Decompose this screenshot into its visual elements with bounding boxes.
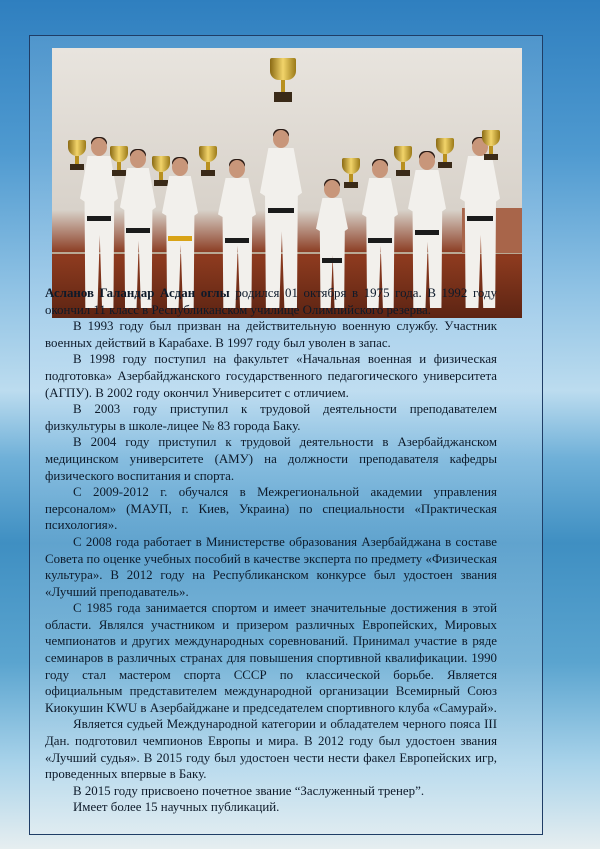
trophy-icon [480, 130, 502, 160]
bio-paragraph: Является судьей Международной категории и обладателем черного пояса III Дан. подготовил чемпионов Европы и мира. В 2012 году был удостоен звания «Лучший судья». В 2015 году был удостоен чести нести факел Европейских игр, проведенных впервые в Баку. [45, 717, 497, 782]
person-name: Асланов Галандар Асдан оглы [45, 286, 230, 300]
trophy-icon [197, 146, 219, 176]
bio-paragraph: В 2004 году приступил к трудовой деятельности в Азербайджанском медицинском университете (АМУ) на должности преподавателя кафедры физического воспитания и спорта. [45, 435, 497, 483]
biography-text [45, 285, 497, 816]
trophy-icon [66, 140, 88, 170]
bio-paragraph: В 2015 году присвоено почетное звание “Заслуженный тренер”. [73, 783, 425, 798]
content-frame [29, 35, 543, 835]
bio-paragraph: С 2009-2012 г. обучался в Межрегиональной академии управления персоналом» (МАУП, г. Киев, Украина) по специальности «Практическая психология». [45, 485, 497, 533]
athlete [460, 138, 500, 308]
trophy-icon [340, 158, 362, 188]
bio-paragraph: С 1985 года занимается спортом и имеет значительные достижения в этой области. Являлся участником и призером различных Европейских, Мировых чемпионатов и других международных соревнований. Принимал участие в ряде семинаров в различных странах для повышения спортивной квалификации. 1990 году стал мастером спорта СССР по классической борьбе. Является официальным представителем международной организации Всемирный Союз Киокушин KWU в Азербайджане и председателем спортивного клуба «Самурай». [45, 601, 497, 715]
bio-paragraph: С 2008 года работает в Министерстве образования Азербайджана в составе Совета по оценке учебных пособий в качестве эксперта по предмету «Физическая культура». В 2012 году на Республиканском конкурсе был удостоен звания «Лучший преподаватель». [45, 534, 497, 599]
team-photo [52, 48, 522, 318]
coach [260, 130, 302, 308]
bio-paragraph: В 2003 году приступил к трудовой деятельности преподавателем физкультуры в школе-лицее № 83 города Баку. [45, 402, 497, 433]
trophy-icon [434, 138, 456, 168]
large-trophy-icon [268, 58, 298, 102]
bio-paragraph [45, 285, 497, 318]
bio-paragraph: Имеет более 15 научных публикаций. [73, 800, 280, 815]
bio-paragraph: В 1993 году был призван на действительную военную службу. Участник военных действий в Карабахе. В 1997 году был уволен в запас. [45, 319, 497, 350]
bio-paragraph: В 1998 году поступил на факультет «Начальная военная и физическая подготовка» Азербайджанского государственного педагогического университета (АГПУ). В 2002 году окончил Университет с отличием. [45, 352, 497, 400]
bio-intro: родился 01 октября в 1975 года. В 1992 году окончил 11 класс в Республиканском училище Олимпийского резерва. [45, 286, 497, 317]
